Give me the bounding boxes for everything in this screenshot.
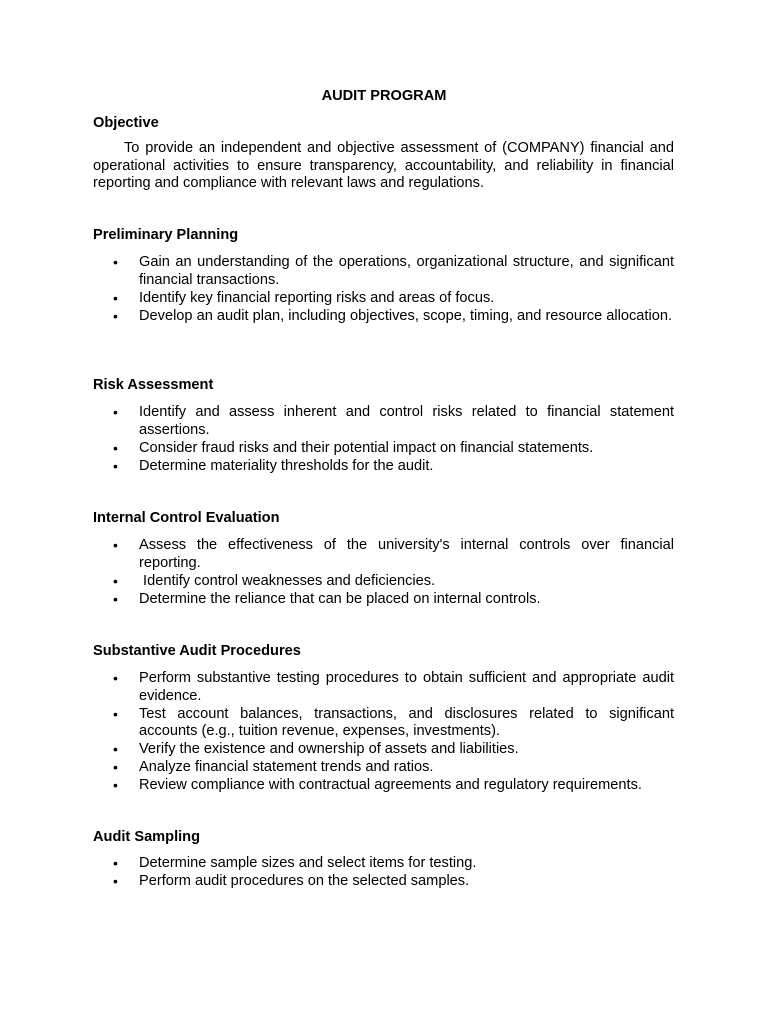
section-heading-preliminary-planning: Preliminary Planning bbox=[93, 227, 239, 243]
list-item: • Analyze financial statement trends and ratios. bbox=[113, 759, 434, 776]
list-item: • Consider fraud risks and their potential impact on financial statements. bbox=[113, 439, 594, 456]
bullet-icon: • bbox=[113, 777, 118, 794]
substantive-audit-procedures-list bbox=[93, 670, 674, 795]
bullet-icon: • bbox=[113, 855, 118, 871]
list-item: • Review compliance with contractual agreements and regulatory requirements. bbox=[113, 777, 642, 794]
list-item: • Perform substantive testing procedures to obtain sufficient and appropriate audit evidence. bbox=[113, 670, 674, 704]
list-item: • Verify the existence and ownership of assets and liabilities. bbox=[113, 741, 519, 758]
bullet-icon: • bbox=[113, 572, 118, 589]
list-item: • Identify control weaknesses and deficiencies. bbox=[113, 572, 436, 589]
list-item: • Identify and assess inherent and control risks related to financial statement assertions. bbox=[113, 404, 674, 438]
bullet-icon: • bbox=[113, 457, 118, 474]
bullet-icon: • bbox=[113, 759, 118, 776]
list-item: • Identify key financial reporting risks and areas of focus. bbox=[113, 289, 495, 306]
internal-control-evaluation-list bbox=[93, 537, 674, 609]
list-item: • Perform audit procedures on the selected samples. bbox=[113, 873, 470, 890]
bullet-icon: • bbox=[113, 439, 118, 456]
section-heading-audit-sampling: Audit Sampling bbox=[93, 829, 201, 845]
preliminary-planning-list bbox=[93, 254, 674, 326]
bullet-icon: • bbox=[113, 289, 118, 306]
audit-sampling-list bbox=[93, 855, 674, 891]
list-item: • Assess the effectiveness of the university's internal controls over financial reporting. bbox=[113, 537, 674, 571]
risk-assessment-list bbox=[93, 404, 674, 476]
list-item: • Determine materiality thresholds for the audit. bbox=[113, 457, 434, 474]
bullet-icon: • bbox=[113, 254, 118, 270]
list-item: • Test account balances, transactions, and disclosures related to significant accounts (e.g., tuition revenue, expenses, investments). bbox=[113, 705, 674, 740]
objective-heading: Objective bbox=[93, 115, 159, 131]
objective-text: To provide an independent and objective assessment of (COMPANY) financial and operational activities to ensure transparency, accountability, and reliability in financial reporting and compliance with relevant laws and regulations. bbox=[93, 140, 674, 191]
section-heading-risk-assessment: Risk Assessment bbox=[93, 377, 214, 393]
bullet-icon: • bbox=[113, 873, 118, 890]
section-heading-substantive-audit-procedures: Substantive Audit Procedures bbox=[93, 643, 301, 659]
list-item: • Gain an understanding of the operations, organizational structure, and significant financial transactions. bbox=[113, 254, 674, 288]
bullet-icon: • bbox=[113, 307, 118, 324]
section-heading-internal-control-evaluation: Internal Control Evaluation bbox=[93, 510, 280, 526]
bullet-icon: • bbox=[113, 590, 118, 607]
bullet-icon: • bbox=[113, 741, 118, 758]
bullet-icon: • bbox=[113, 670, 118, 686]
bullet-icon: • bbox=[113, 404, 118, 420]
bullet-icon: • bbox=[113, 537, 118, 553]
list-item: • Develop an audit plan, including objectives, scope, timing, and resource allocation. bbox=[113, 307, 672, 324]
list-item: • Determine sample sizes and select items for testing. bbox=[113, 855, 477, 871]
list-item: • Determine the reliance that can be placed on internal controls. bbox=[113, 590, 541, 607]
document-title: AUDIT PROGRAM bbox=[321, 88, 447, 104]
bullet-icon: • bbox=[113, 705, 118, 722]
